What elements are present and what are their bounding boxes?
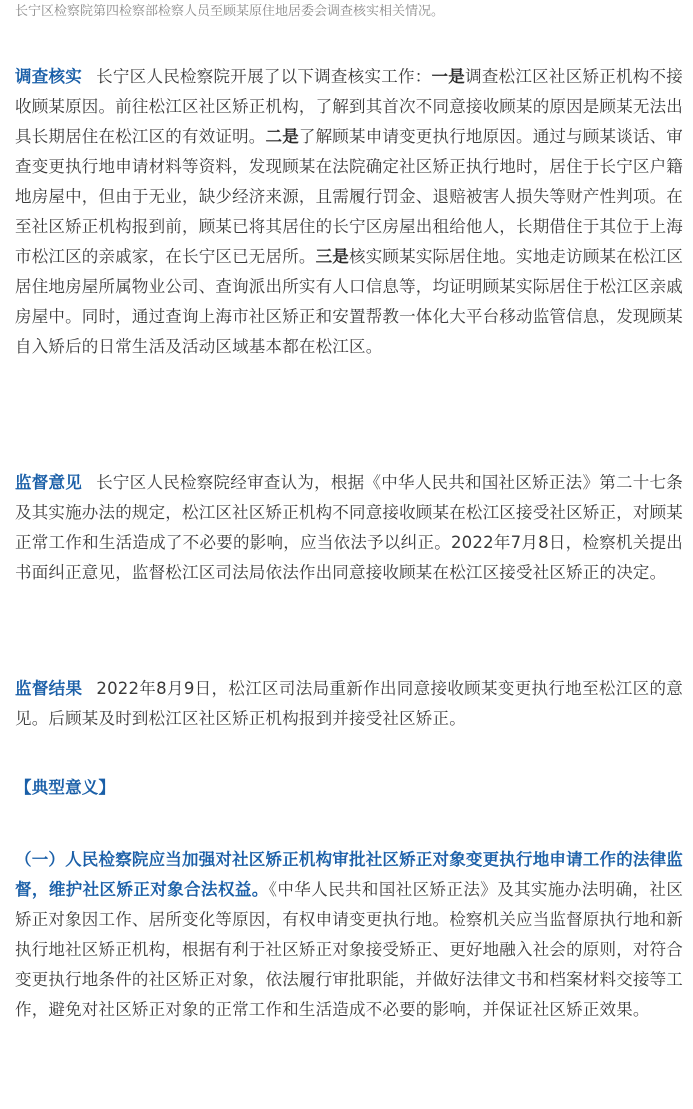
opinion-paragraph xyxy=(15,468,683,588)
investigation-label: 调查核实 xyxy=(15,67,83,86)
investigation-intro: 长宁区人民检察院开展了以下调查核实工作： xyxy=(96,67,432,86)
point1-heading: （一）人民检察院应当加强对社区矫正机构审批社区矫正对象变更执行地申请工作的法律监督，维护社区矫正对象合法权益。 xyxy=(15,850,683,899)
investigation-paragraph xyxy=(15,62,683,362)
result-text: 2022年8月9日，松江区司法局重新作出同意接收顾某变更执行地至松江区的意见。后顾某及时到松江区社区矫正机构报到并接受社区矫正。 xyxy=(15,679,683,728)
item3-text: 核实顾某实际居住地。实地走访顾某在松江区居住地房屋所属物业公司、查询派出所实有人口信息等，均证明顾某实际居住于松江区亲戚房屋中。同时，通过查询上海市社区矫正和安置帮教一体化大平台移动监管信息，发现顾某自入矫后的日常生活及活动区域基本都在松江区。 xyxy=(15,247,684,356)
item2-text: 了解顾某申请变更执行地原因。通过与顾某谈话、审查变更执行地申请材料等资料，发现顾某在法院确定社区矫正执行地时，居住于长宁区户籍地房屋中，但由于无业，缺少经济来源，且需履行罚金、退赔被害人损失等财产性判项。在至社区矫正机构报到前，顾某已将其居住的长宁区房屋出租给他人，长期借住于其位于上海市松江区的亲戚家，在长宁区已无居所。 xyxy=(15,127,684,266)
result-label: 监督结果 xyxy=(15,679,83,698)
significance-heading-text: 【典型意义】 xyxy=(15,778,116,797)
opinion-text: 长宁区人民检察院经审查认为，根据《中华人民共和国社区矫正法》第二十七条及其实施办法的规定，松江区社区矫正机构不同意接收顾某在松江区接受社区矫正，对顾某正常工作和生活造成了不必要的影响，应当依法予以纠正。2022年7月8日，检察机关提出书面纠正意见，监督松江区司法局依法作出同意接收顾某在松江区接受社区矫正的决定。 xyxy=(15,473,683,582)
opinion-label: 监督意见 xyxy=(15,473,83,492)
item1-text: 调查松江区社区矫正机构不接收顾某原因。前往松江区社区矫正机构，了解到其首次不同意接收顾某的原因是顾某无法出具长期居住在松江区的有效证明。 xyxy=(15,67,684,146)
item2-marker: 二是 xyxy=(265,127,299,146)
point1-text: 《中华人民共和国社区矫正法》及其实施办法明确，社区矫正对象因工作、居所变化等原因，有权申请变更执行地。检察机关应当监督原执行地和新执行地社区矫正机构，根据有利于社区矫正对象接受矫正、更好地融入社会的原则，对符合变更执行地条件的社区矫正对象，依法履行审批职能，并做好法律文书和档案材料交接等工作，避免对社区矫正对象的正常工作和生活造成不必要的影响，并保证社区矫正效果。 xyxy=(15,880,684,1019)
significance-heading xyxy=(15,773,683,803)
significance-point1 xyxy=(15,845,683,1025)
item1-marker: 一是 xyxy=(431,67,466,86)
photo-caption: 长宁区检察院第四检察部检察人员至顾某原住地居委会调查核实相关情况。 xyxy=(15,4,445,19)
item3-marker: 三是 xyxy=(315,247,350,266)
result-paragraph xyxy=(15,674,683,734)
